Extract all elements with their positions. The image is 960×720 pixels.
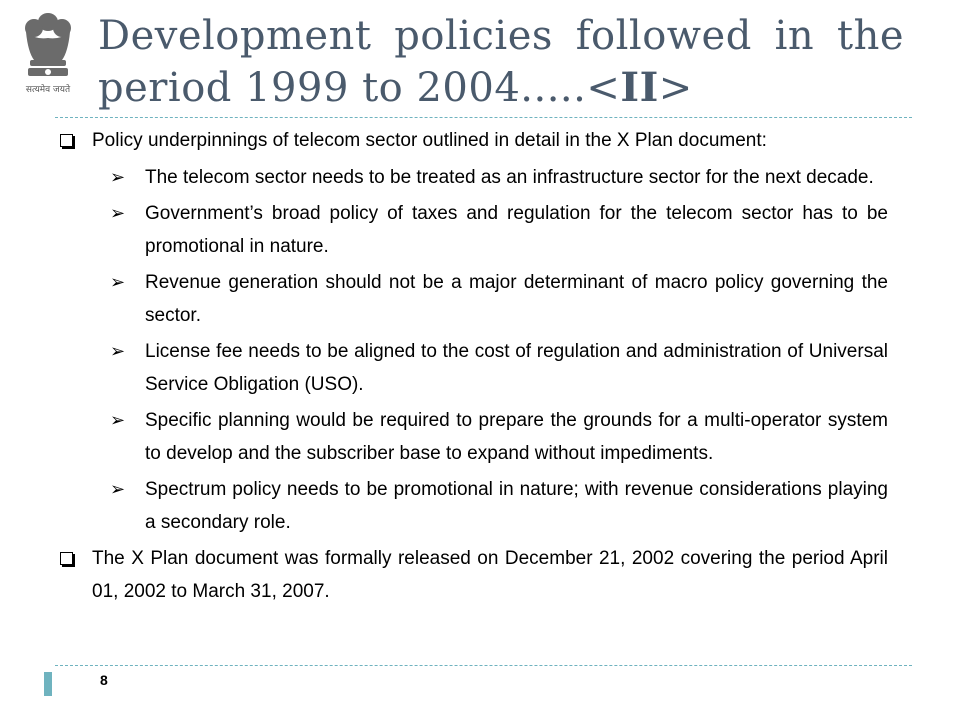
sub-bullet-text: Spectrum policy needs to be promotional in nature; with revenue considerations playing a secondary role. — [145, 479, 888, 533]
slide-body — [60, 124, 888, 612]
title-prefix: Development policies followed in the period 1999 to 2004.....< — [98, 13, 904, 111]
sub-bullet — [60, 404, 888, 470]
bullet-text: The X Plan document was formally released on December 21, 2002 covering the period April 01, 2002 to March 31, 2007. — [92, 548, 888, 602]
bullet-closing — [60, 542, 888, 608]
sub-bullet — [60, 197, 888, 263]
bullet-intro — [60, 124, 888, 157]
national-emblem-icon — [8, 8, 88, 100]
sub-bullet — [60, 473, 888, 539]
title-roman-numeral: II — [620, 64, 659, 111]
bottom-divider — [55, 665, 912, 666]
arrow-bullet-icon: ➢ — [110, 203, 126, 224]
slide-marker-bar — [44, 672, 52, 696]
sub-bullet-text: The telecom sector needs to be treated as an infrastructure sector for the next decade. — [145, 167, 874, 188]
page-title — [98, 10, 904, 114]
sub-bullet — [60, 161, 888, 194]
title-suffix: > — [658, 65, 693, 111]
square-bullet-icon — [60, 552, 73, 565]
top-divider — [55, 117, 912, 118]
sub-bullet-text: Revenue generation should not be a major determinant of macro policy governing the sector. — [145, 272, 888, 326]
arrow-bullet-icon: ➢ — [110, 341, 126, 362]
arrow-bullet-icon: ➢ — [110, 272, 126, 293]
emblem-motto: सत्यमेव जयते — [25, 85, 71, 95]
sub-bullet — [60, 335, 888, 401]
sub-bullet-text: License fee needs to be aligned to the cost of regulation and administration of Universal Service Obligation (USO). — [145, 341, 888, 395]
sub-bullet — [60, 266, 888, 332]
sub-bullet-text: Specific planning would be required to prepare the grounds for a multi-operator system to develop and the subscriber base to expand without impediments. — [145, 410, 888, 464]
slide-number: 8 — [100, 672, 108, 688]
arrow-bullet-icon: ➢ — [110, 410, 126, 431]
arrow-bullet-icon: ➢ — [110, 167, 126, 188]
arrow-bullet-icon: ➢ — [110, 479, 126, 500]
sub-bullet-text: Government’s broad policy of taxes and regulation for the telecom sector has to be promotional in nature. — [145, 203, 888, 257]
square-bullet-icon — [60, 134, 73, 147]
bullet-text: Policy underpinnings of telecom sector outlined in detail in the X Plan document: — [92, 130, 767, 151]
